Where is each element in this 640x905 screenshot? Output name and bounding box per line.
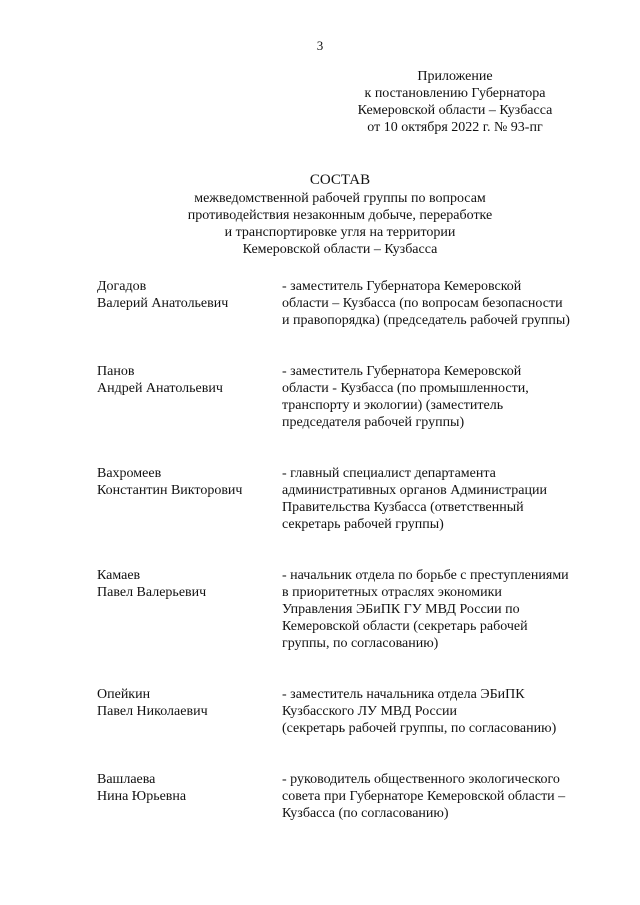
document-title: СОСТАВ (309, 172, 371, 188)
appendix-line: к постановлению Губернатора (364, 86, 546, 101)
member-surname: Панов (97, 364, 135, 379)
member-name (97, 363, 282, 431)
member-name (97, 686, 282, 737)
role-line: - главный специалист департамента (282, 466, 496, 481)
page-number: 3 (316, 38, 324, 53)
role-line: транспорту и экологии) (заместитель (282, 398, 504, 413)
member-given-names: Павел Николаевич (97, 704, 208, 719)
role-line: - заместитель Губернатора Кемеровской (282, 279, 522, 294)
appendix-line: от 10 октября 2022 г. № 93-пг (367, 120, 543, 135)
member-given-names: Павел Валерьевич (97, 585, 207, 600)
member-surname: Догадов (97, 279, 147, 294)
appendix-line: Приложение (417, 69, 493, 84)
member-row (97, 363, 607, 431)
document-heading (120, 172, 560, 258)
role-line: секретарь рабочей группы) (282, 517, 444, 532)
member-given-names: Андрей Анатольевич (97, 381, 223, 396)
member-role (282, 567, 607, 652)
member-name (97, 465, 282, 533)
heading-line: и транспортировке угля на территории (224, 225, 456, 240)
member-row (97, 567, 607, 652)
member-name (97, 771, 282, 822)
members-list (97, 278, 607, 856)
member-role (282, 686, 607, 737)
member-surname: Камаев (97, 568, 141, 583)
member-row (97, 465, 607, 533)
member-surname: Вахромеев (97, 466, 162, 481)
member-given-names: Константин Викторович (97, 483, 243, 498)
role-line: в приоритетных отраслях экономики (282, 585, 502, 600)
member-role (282, 278, 607, 329)
heading-line: Кемеровской области – Кузбасса (242, 242, 438, 257)
role-line: и правопорядка) (председатель рабочей группы) (282, 313, 570, 328)
member-row (97, 686, 607, 737)
role-line: - заместитель начальника отдела ЭБиПК (282, 687, 525, 702)
member-name (97, 278, 282, 329)
heading-line: противодействия незаконным добыче, переработке (187, 208, 493, 223)
appendix-block (340, 68, 570, 136)
member-role (282, 771, 607, 822)
member-row (97, 278, 607, 329)
role-line: области - Кузбасса (по промышленности, (282, 381, 529, 396)
role-line: Кузбасса (по согласованию) (282, 806, 449, 821)
role-line: Правительства Кузбасса (ответственный (282, 500, 524, 515)
role-line: области – Кузбасса (по вопросам безопасности (282, 296, 563, 311)
role-line: - начальник отдела по борьбе с преступлениями (282, 568, 569, 583)
role-line: Кемеровской области (секретарь рабочей (282, 619, 528, 634)
role-line: группы, по согласованию) (282, 636, 439, 651)
member-role (282, 363, 607, 431)
role-line: административных органов Администрации (282, 483, 547, 498)
role-line: Кузбасского ЛУ МВД России (282, 704, 457, 719)
member-surname: Опейкин (97, 687, 151, 702)
member-row (97, 771, 607, 822)
member-surname: Вашлаева (97, 772, 156, 787)
member-name (97, 567, 282, 652)
member-role (282, 465, 607, 533)
role-line: председателя рабочей группы) (282, 415, 465, 430)
appendix-line: Кемеровской области – Кузбасса (357, 103, 553, 118)
role-line: (секретарь рабочей группы, по согласованию) (282, 721, 557, 736)
role-line: - руководитель общественного экологического (282, 772, 560, 787)
heading-line: межведомственной рабочей группы по вопросам (194, 191, 486, 206)
role-line: совета при Губернаторе Кемеровской области – (282, 789, 566, 804)
role-line: - заместитель Губернатора Кемеровской (282, 364, 522, 379)
member-given-names: Нина Юрьевна (97, 789, 187, 804)
role-line: Управления ЭБиПК ГУ МВД России по (282, 602, 520, 617)
member-given-names: Валерий Анатольевич (97, 296, 229, 311)
